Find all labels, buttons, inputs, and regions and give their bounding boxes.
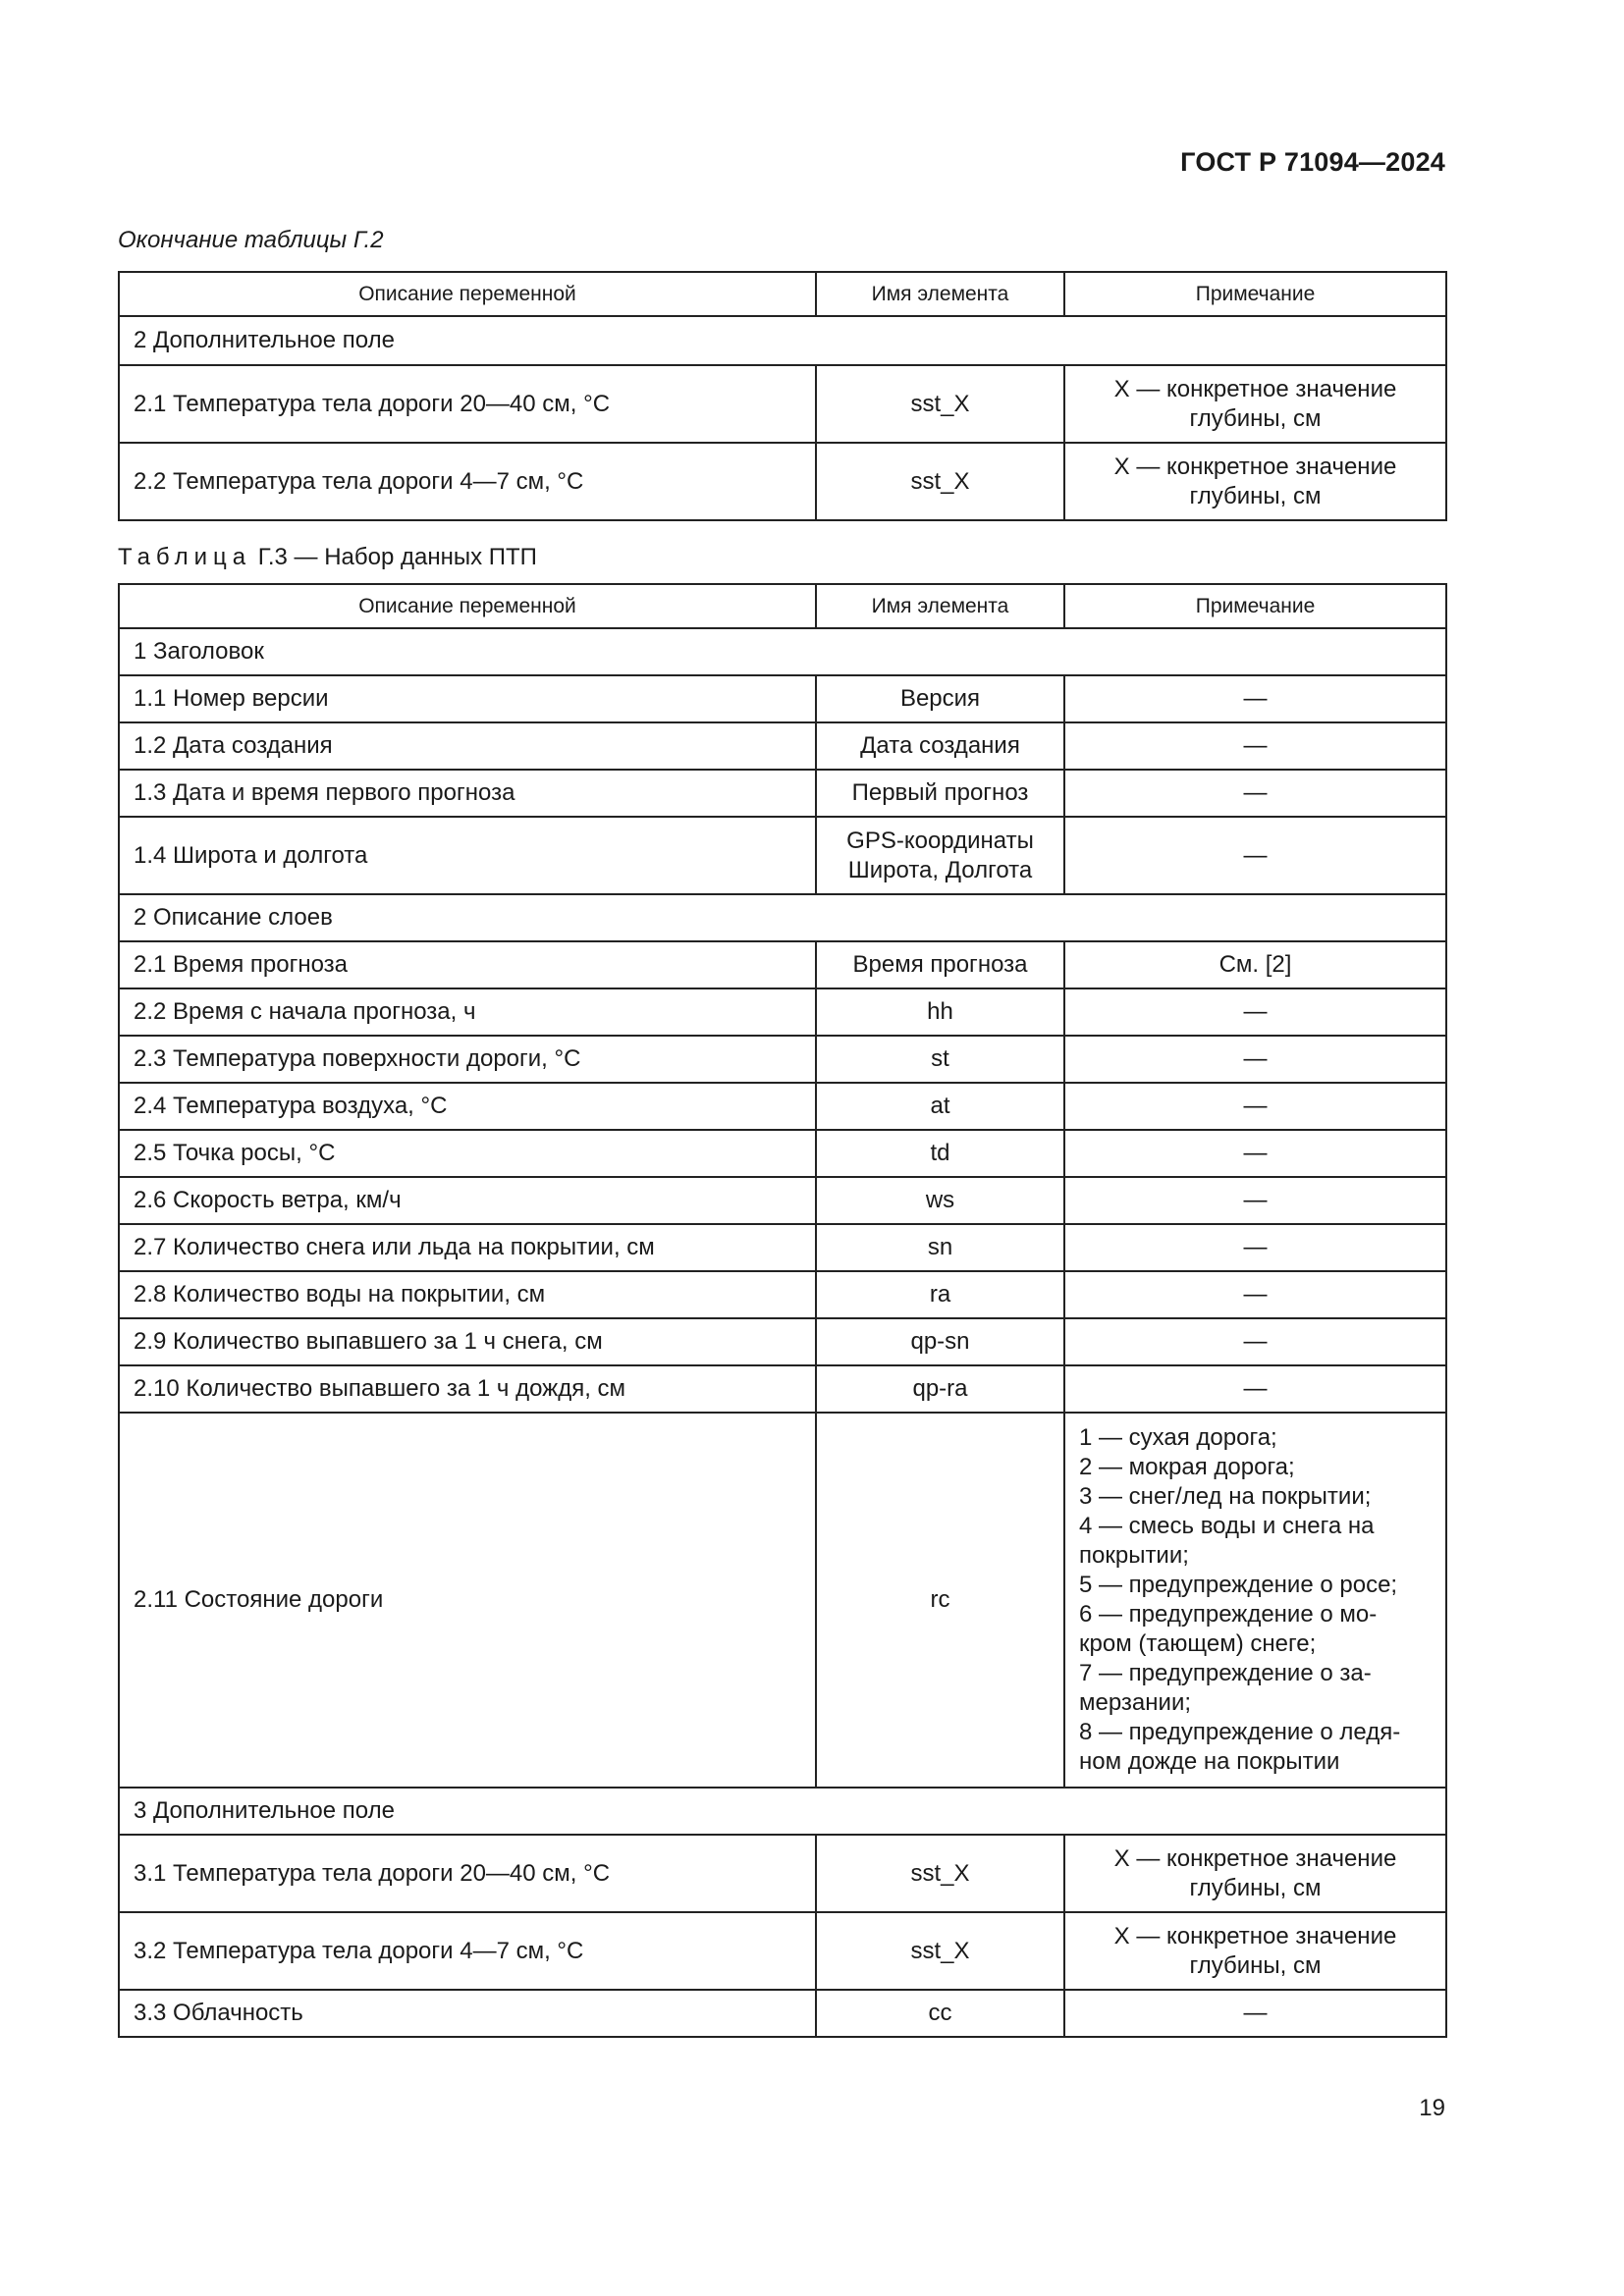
section-row (119, 316, 1446, 365)
page-number: 19 (1419, 2095, 1445, 2121)
element-name: qp-ra (816, 1365, 1064, 1413)
note-road-condition-codes (1064, 1413, 1446, 1788)
note: X — конкретное значение глубины, см (1064, 1835, 1446, 1912)
table-title: Г.3 — Набор данных ПТП (251, 544, 537, 570)
variable-description: 2.2 Температура тела дороги 4—7 см, °C (119, 443, 816, 520)
note-line: 5 — предупреждение о росе; (1079, 1572, 1398, 1598)
note: — (1064, 1083, 1446, 1130)
table-row (119, 1912, 1446, 1990)
element-name: sn (816, 1224, 1064, 1271)
variable-description: 1.2 Дата создания (119, 722, 816, 770)
note-line: 2 — мокрая дорога; (1079, 1454, 1295, 1480)
table-g3-caption (118, 544, 537, 571)
table-row (119, 941, 1446, 988)
note: — (1064, 1224, 1446, 1271)
column-header-description: Описание переменной (119, 272, 816, 316)
note-line: 3 — снег/лед на покрытии; (1079, 1483, 1372, 1510)
note-line: 7 — предупреждение о за- (1079, 1660, 1372, 1686)
note: X — конкретное значение глубины, см (1064, 443, 1446, 520)
element-name: td (816, 1130, 1064, 1177)
variable-description: 3.1 Температура тела дороги 20—40 см, °C (119, 1835, 816, 1912)
table-g2 (118, 271, 1447, 521)
column-header-note: Примечание (1064, 272, 1446, 316)
variable-description: 2.7 Количество снега или льда на покрытии, см (119, 1224, 816, 1271)
table-row (119, 988, 1446, 1036)
variable-description: 2.9 Количество выпавшего за 1 ч снега, см (119, 1318, 816, 1365)
note: — (1064, 1130, 1446, 1177)
note: — (1064, 770, 1446, 817)
section-row (119, 1788, 1446, 1835)
element-name: st (816, 1036, 1064, 1083)
note-line: покрытии; (1079, 1542, 1189, 1569)
section-title: 2 Дополнительное поле (119, 316, 1446, 365)
section-title: 2 Описание слоев (119, 894, 1446, 941)
note: См. [2] (1064, 941, 1446, 988)
table-row (119, 1083, 1446, 1130)
note: — (1064, 1990, 1446, 2037)
note: — (1064, 817, 1446, 894)
table-row (119, 817, 1446, 894)
element-name: hh (816, 988, 1064, 1036)
variable-description: 2.1 Температура тела дороги 20—40 см, °C (119, 365, 816, 443)
note: — (1064, 675, 1446, 722)
note-line: 1 — сухая дорога; (1079, 1424, 1277, 1451)
variable-description: 2.1 Время прогноза (119, 941, 816, 988)
table-row (119, 1835, 1446, 1912)
note: X — конкретное значение глубины, см (1064, 365, 1446, 443)
element-name: Первый прогноз (816, 770, 1064, 817)
variable-description: 1.4 Широта и долгота (119, 817, 816, 894)
variable-description: 2.5 Точка росы, °C (119, 1130, 816, 1177)
variable-description: 2.11 Состояние дороги (119, 1413, 816, 1788)
table-row (119, 443, 1446, 520)
note: — (1064, 1365, 1446, 1413)
element-name: Версия (816, 675, 1064, 722)
variable-description: 1.1 Номер версии (119, 675, 816, 722)
element-name: Время прогноза (816, 941, 1064, 988)
table-row (119, 1130, 1446, 1177)
note-line: мерзании; (1079, 1689, 1192, 1716)
variable-description: 1.3 Дата и время первого прогноза (119, 770, 816, 817)
table-g3 (118, 583, 1447, 2038)
note: — (1064, 1271, 1446, 1318)
element-name: sst_X (816, 1835, 1064, 1912)
note: — (1064, 988, 1446, 1036)
variable-description: 2.8 Количество воды на покрытии, см (119, 1271, 816, 1318)
note: — (1064, 722, 1446, 770)
table-row (119, 1036, 1446, 1083)
element-name: sst_X (816, 443, 1064, 520)
element-name: GPS-координаты Широта, Долгота (816, 817, 1064, 894)
note-line: ном дожде на покрытии (1079, 1748, 1340, 1775)
column-header-note: Примечание (1064, 584, 1446, 628)
variable-description: 3.3 Облачность (119, 1990, 816, 2037)
note: — (1064, 1177, 1446, 1224)
element-name: sst_X (816, 365, 1064, 443)
element-name: Дата создания (816, 722, 1064, 770)
table-row (119, 1990, 1446, 2037)
column-header-element-name: Имя элемента (816, 584, 1064, 628)
table-row (119, 1271, 1446, 1318)
element-name: sst_X (816, 1912, 1064, 1990)
section-row (119, 628, 1446, 675)
element-name: cc (816, 1990, 1064, 2037)
variable-description: 2.2 Время с начала прогноза, ч (119, 988, 816, 1036)
table-label: Таблица (118, 544, 252, 570)
table-g2-continuation-caption: Окончание таблицы Г.2 (118, 227, 384, 253)
table-row (119, 1318, 1446, 1365)
note-line: 6 — предупреждение о мо- (1079, 1601, 1378, 1628)
element-name: ra (816, 1271, 1064, 1318)
variable-description: 2.6 Скорость ветра, км/ч (119, 1177, 816, 1224)
table-row (119, 675, 1446, 722)
table-row (119, 365, 1446, 443)
table-row (119, 1177, 1446, 1224)
table-header-row (119, 272, 1446, 316)
section-row (119, 894, 1446, 941)
note: — (1064, 1036, 1446, 1083)
note-line: 8 — предупреждение о ледя- (1079, 1719, 1401, 1745)
table-row (119, 1365, 1446, 1413)
column-header-description: Описание переменной (119, 584, 816, 628)
table-row (119, 1413, 1446, 1788)
document-code: ГОСТ Р 71094—2024 (1180, 147, 1445, 177)
table-header-row (119, 584, 1446, 628)
element-name: qp-sn (816, 1318, 1064, 1365)
variable-description: 2.4 Температура воздуха, °C (119, 1083, 816, 1130)
section-title: 3 Дополнительное поле (119, 1788, 1446, 1835)
table-row (119, 770, 1446, 817)
column-header-element-name: Имя элемента (816, 272, 1064, 316)
note: — (1064, 1318, 1446, 1365)
element-name: ws (816, 1177, 1064, 1224)
note-line: 4 — смесь воды и снега на (1079, 1513, 1375, 1539)
element-name: rc (816, 1413, 1064, 1788)
note-line: кром (тающем) снеге; (1079, 1630, 1317, 1657)
note: X — конкретное значение глубины, см (1064, 1912, 1446, 1990)
element-name: at (816, 1083, 1064, 1130)
table-row (119, 1224, 1446, 1271)
variable-description: 2.3 Температура поверхности дороги, °C (119, 1036, 816, 1083)
variable-description: 2.10 Количество выпавшего за 1 ч дождя, см (119, 1365, 816, 1413)
variable-description: 3.2 Температура тела дороги 4—7 см, °C (119, 1912, 816, 1990)
table-row (119, 722, 1446, 770)
section-title: 1 Заголовок (119, 628, 1446, 675)
